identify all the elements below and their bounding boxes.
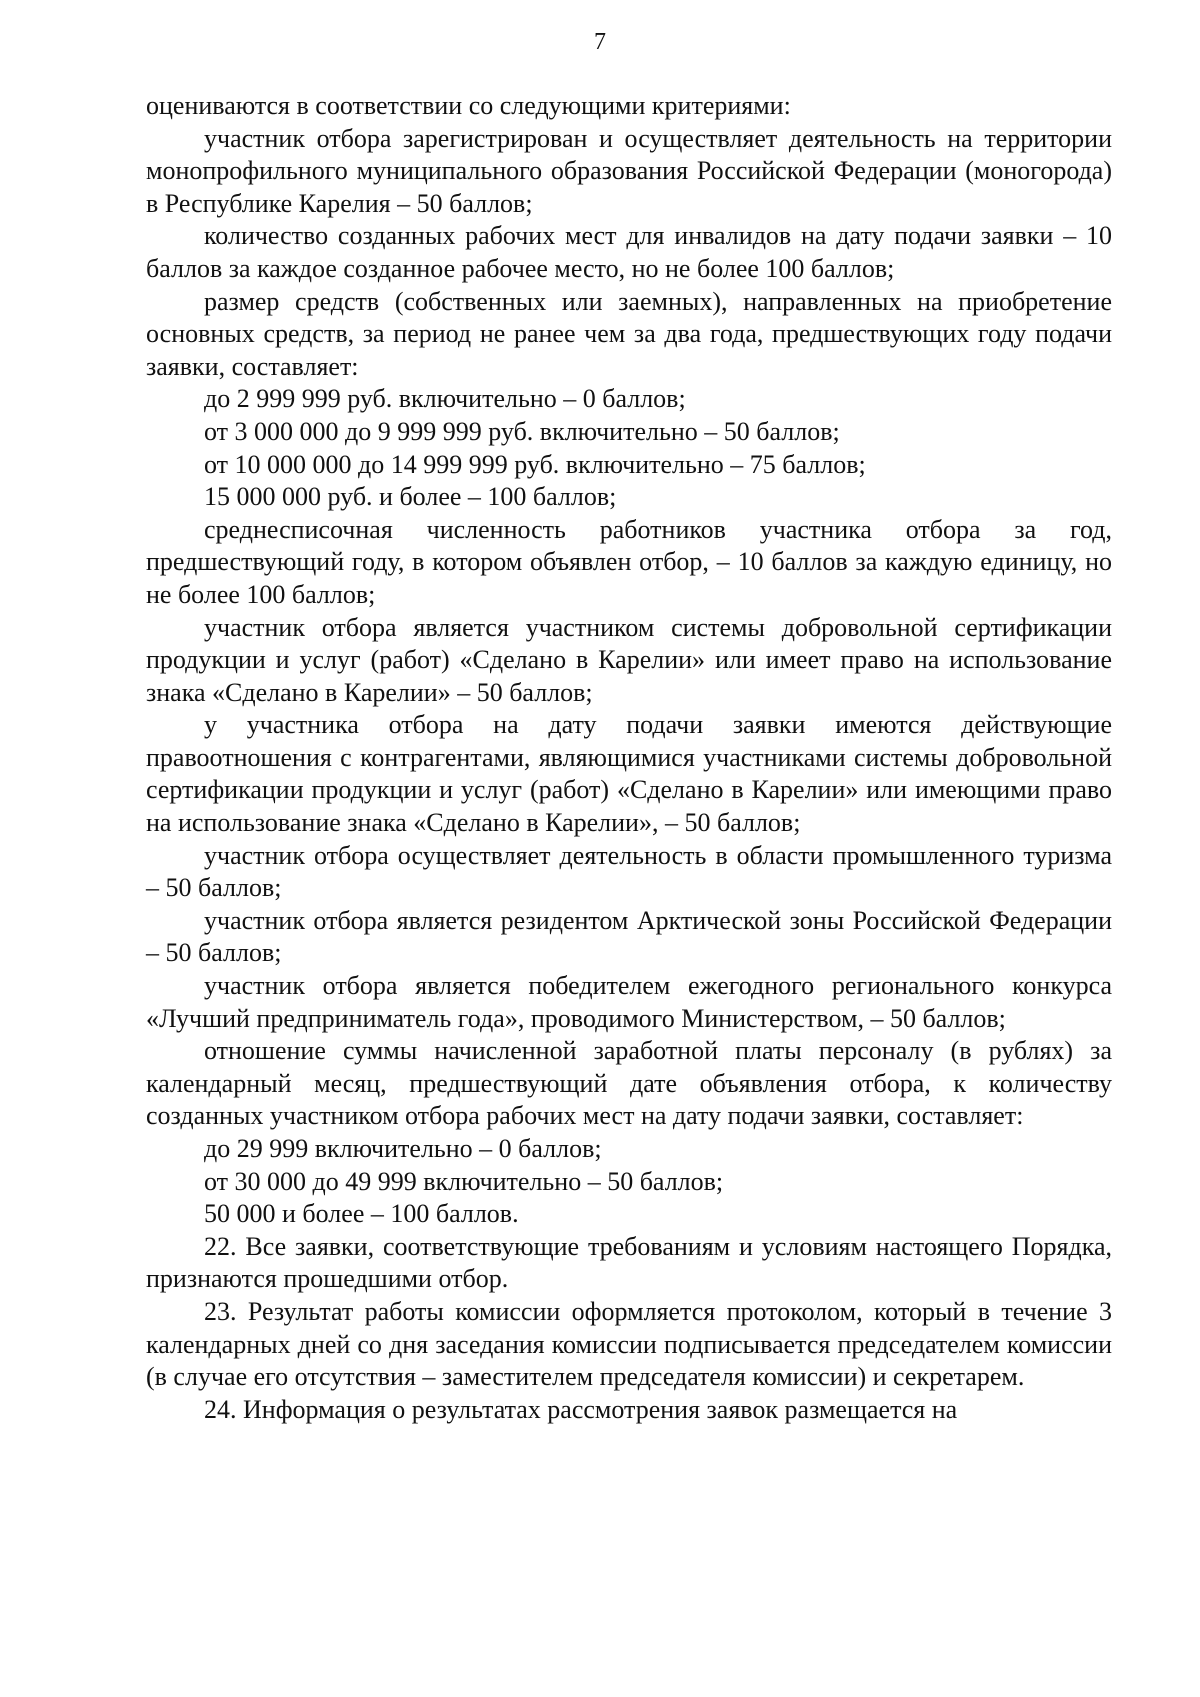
document-body <box>146 90 1112 1426</box>
paragraph-salary-tier-2: от 30 000 до 49 999 включительно – 50 баллов; <box>204 1166 724 1196</box>
paragraph-fixed-assets-tier-3: от 10 000 000 до 14 999 999 руб. включительно – 75 баллов; <box>204 449 866 479</box>
paragraph-certification-criterion: участник отбора является участником системы добровольной сертификации продукции и услуг (работ) «Сделано в Карелии» или имеет право на использование знака «Сделано в Карелии» – 50 баллов; <box>146 612 1112 707</box>
paragraph-fixed-assets-tier-1: до 2 999 999 руб. включительно – 0 баллов; <box>204 384 686 414</box>
paragraph-counterparties-criterion: у участника отбора на дату подачи заявки имеются действующие правоотношения с контрагентами, являющимися участниками системы добровольной сертификации продукции и услуг (работ) «Сделано в Карелии» или имеющими право на использование знака «Сделано в Карелии», – 50 баллов; <box>146 710 1112 838</box>
paragraph-salary-tier-1: до 29 999 включительно – 0 баллов; <box>204 1134 602 1163</box>
paragraph-salary-ratio-criterion: отношение суммы начисленной заработной платы персоналу (в рублях) за календарный месяц, предшествующий дате объявления отбора, к количеству созданных участником отбора рабочих мест на дату подачи заявки, составляет: <box>146 1036 1112 1131</box>
paragraph-fixed-assets-tier-2: от 3 000 000 до 9 999 999 руб. включительно – 50 баллов; <box>204 416 840 446</box>
paragraph-monotown-criterion: участник отбора зарегистрирован и осуществляет деятельность на территории монопрофильного муниципального образования Российской Федерации (моногорода) в Республике Карелия – 50 баллов; <box>146 123 1112 218</box>
page-number: 7 <box>594 29 606 55</box>
paragraph-clause-22: 22. Все заявки, соответствующие требованиям и условиям настоящего Порядка, признаются прошедшими отбор. <box>146 1231 1112 1294</box>
paragraph-clause-23: 23. Результат работы комиссии оформляется протоколом, который в течение 3 календарных дней со дня заседания комиссии подписывается председателем комиссии (в случае его отсутствия – заместителем председателя комиссии) и секретарем. <box>146 1296 1112 1392</box>
paragraph-arctic-zone-criterion: участник отбора является резидентом Арктической зоны Российской Федерации – 50 баллов; <box>146 905 1112 968</box>
paragraph-fixed-assets-criterion: размер средств (собственных или заемных), направленных на приобретение основных средств, за период не ранее чем за два года, предшествующих году подачи заявки, составляет: <box>146 286 1112 381</box>
paragraph-headcount-criterion: среднесписочная численность работников участника отбора за год, предшествующий году, в котором объявлен отбор, – 10 баллов за каждую единицу, но не более 100 баллов; <box>146 514 1112 609</box>
paragraph-clause-24: 24. Информация о результатах рассмотрения заявок размещается на <box>204 1394 958 1424</box>
paragraph-fixed-assets-tier-4: 15 000 000 руб. и более – 100 баллов; <box>204 482 617 512</box>
paragraph-industrial-tourism-criterion: участник отбора осуществляет деятельность в области промышленного туризма – 50 баллов; <box>146 840 1112 903</box>
paragraph-salary-tier-3: 50 000 и более – 100 баллов. <box>204 1199 519 1229</box>
paragraph-best-entrepreneur-criterion: участник отбора является победителем ежегодного регионального конкурса «Лучший предприниматель года», проводимого Министерством, – 50 баллов; <box>146 971 1112 1033</box>
paragraph-disabled-jobs-criterion: количество созданных рабочих мест для инвалидов на дату подачи заявки – 10 баллов за каждое созданное рабочее место, но не более 100 баллов; <box>146 221 1112 283</box>
paragraph-criteria-intro: оцениваются в соответствии со следующими критериями: <box>146 91 791 120</box>
